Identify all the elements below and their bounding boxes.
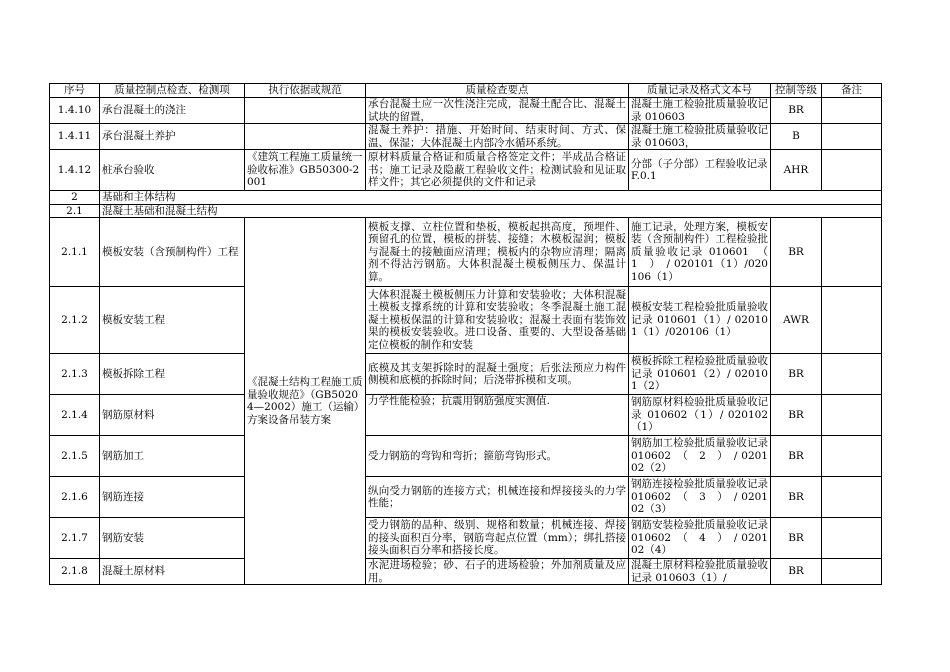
record-ref: 混凝土施工检验批质量验收记录 010603 bbox=[629, 98, 771, 124]
check-points: 水泥进场检验；砂、石子的进场检验；外加剂质量及应用。 bbox=[366, 559, 629, 585]
table-row bbox=[50, 436, 882, 477]
control-level: AHR bbox=[771, 150, 822, 191]
record-ref: 钢筋安装检验批质量验收记录 010602 （ 4 ） / 020102（4） bbox=[629, 518, 771, 559]
record-ref: 钢筋原材料检验批质量验收记录 010602（1）/ 020102（1） bbox=[629, 395, 771, 436]
table-row bbox=[50, 395, 882, 436]
row-number: 2.1.4 bbox=[50, 395, 100, 436]
quality-control-table bbox=[49, 83, 882, 585]
record-ref: 模板拆除工程检验批质量验收记录 010601（2）/ 020101（2） bbox=[629, 354, 771, 395]
check-points: 纵向受力钢筋的连接方式；机械连接和焊接接头的力学性能； bbox=[366, 477, 629, 518]
note-cell bbox=[822, 98, 882, 124]
table-row bbox=[50, 150, 882, 191]
control-level: B bbox=[771, 124, 822, 150]
record-ref: 模板安装工程检验批质量验收记录 010601（1）/ 020101（1）/020106（1） bbox=[629, 287, 771, 354]
check-item: 模板拆除工程 bbox=[100, 354, 245, 395]
note-cell bbox=[822, 559, 882, 585]
header-cell-basis: 执行依据或规范 bbox=[245, 84, 366, 98]
header-row bbox=[50, 84, 882, 98]
row-number: 1.4.12 bbox=[50, 150, 100, 191]
row-number: 2.1.8 bbox=[50, 559, 100, 585]
control-level: BR bbox=[771, 98, 822, 124]
control-level: BR bbox=[771, 218, 822, 287]
basis-cell bbox=[245, 124, 366, 150]
control-level: BR bbox=[771, 354, 822, 395]
section-title: 混凝土基础和混凝土结构 bbox=[100, 204, 882, 218]
note-cell bbox=[822, 124, 882, 150]
table-row bbox=[50, 518, 882, 559]
check-item: 混凝土原材料 bbox=[100, 559, 245, 585]
check-item: 钢筋原材料 bbox=[100, 395, 245, 436]
control-level: BR bbox=[771, 559, 822, 585]
check-item: 承台混凝土的浇注 bbox=[100, 98, 245, 124]
row-number: 1.4.10 bbox=[50, 98, 100, 124]
section-number: 2 bbox=[50, 191, 100, 205]
check-item: 模板安装工程 bbox=[100, 287, 245, 354]
section-row bbox=[50, 204, 882, 218]
header-cell-record: 质量记录及格式文本号 bbox=[629, 84, 771, 98]
check-item: 承台混凝土养护 bbox=[100, 124, 245, 150]
table-row bbox=[50, 354, 882, 395]
check-points: 底模及其支架拆除时的混凝土强度；后张法预应力构件侧模和底模的拆除时间；后浇带拆模和支项。 bbox=[366, 354, 629, 395]
note-cell bbox=[822, 518, 882, 559]
record-ref: 钢筋连接检验批质量验收记录 010602 （ 3 ） / 020102（3） bbox=[629, 477, 771, 518]
check-points: 大体积混凝土模板侧压力计算和安装验收；大体积混凝土模板支撑系统的计算和安装验收；冬季混凝土施工混凝土模板保温的计算和安装验收；混凝土表面有装饰效果的模板安装验收。进口设备、重要的、大型设备基础定位模板的制作和安装 bbox=[366, 287, 629, 354]
row-number: 1.4.11 bbox=[50, 124, 100, 150]
check-points: 受力钢筋的品种、级别、规格和数量；机械连接、焊接的接头面积百分率，钢筋弯起点位置（mm）；绑扎搭接接头面积百分率和搭接长度。 bbox=[366, 518, 629, 559]
record-ref: 混凝土施工检验批质量验收记录 010603， bbox=[629, 124, 771, 150]
row-number: 2.1.6 bbox=[50, 477, 100, 518]
table-row bbox=[50, 98, 882, 124]
section-number: 2.1 bbox=[50, 204, 100, 218]
shared-basis-cell: 《混凝土结构工程施工质量验收规范》（GB50204—2002）施工（运输）方案设备吊装方案 bbox=[245, 218, 366, 585]
row-number: 2.1.7 bbox=[50, 518, 100, 559]
control-level: BR bbox=[771, 436, 822, 477]
note-cell bbox=[822, 150, 882, 191]
table-row bbox=[50, 218, 882, 287]
section-row bbox=[50, 191, 882, 205]
check-item: 钢筋连接 bbox=[100, 477, 245, 518]
table-row bbox=[50, 559, 882, 585]
table-row bbox=[50, 287, 882, 354]
header-cell-item: 质量控制点检查、检测项 bbox=[100, 84, 245, 98]
header-cell-note: 备注 bbox=[822, 84, 882, 98]
row-number: 2.1.1 bbox=[50, 218, 100, 287]
record-ref: 钢筋加工检验批质量验收记录 010602 （ 2 ） / 020102（2） bbox=[629, 436, 771, 477]
check-points: 受力钢筋的弯钩和弯折；箍筋弯钩形式。 bbox=[366, 436, 629, 477]
record-ref: 分部（子分部）工程验收记录F.0.1 bbox=[629, 150, 771, 191]
header-cell-level: 控制等级 bbox=[771, 84, 822, 98]
check-points: 原材料质量合格证和质量合格签定文件；半成品合格证书；施工记录及隐蔽工程验收文件；检测试验和见证取样文件；其它必须提供的文件和记录 bbox=[366, 150, 629, 191]
check-item: 桩承台验收 bbox=[100, 150, 245, 191]
check-points: 混凝土养护：措施、开始时间、结束时间、方式、保温、保湿；大体混凝土内部冷水循环系统。 bbox=[366, 124, 629, 150]
basis-cell: 《建筑工程施工质量统一验收标准》GB50300-2001 bbox=[245, 150, 366, 191]
section-title: 基础和主体结构 bbox=[100, 191, 882, 205]
check-item: 钢筋加工 bbox=[100, 436, 245, 477]
note-cell bbox=[822, 477, 882, 518]
control-level: BR bbox=[771, 395, 822, 436]
check-points: 力学性能检验；抗震用钢筋强度实测值. bbox=[366, 395, 629, 436]
record-ref: 施工记录，处理方案，模板安装（含预制构件）工程检验批质量验收记录 010601 （ 1 ） / 020101（1）/020106（1） bbox=[629, 218, 771, 287]
check-item: 模板安装（含预制构件）工程 bbox=[100, 218, 245, 287]
note-cell bbox=[822, 354, 882, 395]
header-cell-no: 序号 bbox=[50, 84, 100, 98]
header-cell-points: 质量检查要点 bbox=[366, 84, 629, 98]
basis-cell bbox=[245, 98, 366, 124]
table-row bbox=[50, 124, 882, 150]
note-cell bbox=[822, 287, 882, 354]
check-points: 承台混凝土应一次性浇注完成，混凝土配合比、混凝土试块的留置， bbox=[366, 98, 629, 124]
check-item: 钢筋安装 bbox=[100, 518, 245, 559]
note-cell bbox=[822, 218, 882, 287]
row-number: 2.1.5 bbox=[50, 436, 100, 477]
row-number: 2.1.2 bbox=[50, 287, 100, 354]
control-level: BR bbox=[771, 477, 822, 518]
note-cell bbox=[822, 395, 882, 436]
record-ref: 混凝土原材料检验批质量验收记录 010603（1）/ bbox=[629, 559, 771, 585]
row-number: 2.1.3 bbox=[50, 354, 100, 395]
control-level: AWR bbox=[771, 287, 822, 354]
check-points: 模板支撑、立柱位置和垫板，模板起拱高度，预埋件、预留孔的位置，模板的拼装、接缝；木模板湿润；模板与混凝土的接触面应清理；模板内的杂物应清理；隔离剂不得沾污钢筋。大体积混凝土模板侧压力、保温计算。 bbox=[366, 218, 629, 287]
table-row bbox=[50, 477, 882, 518]
control-level: BR bbox=[771, 518, 822, 559]
note-cell bbox=[822, 436, 882, 477]
